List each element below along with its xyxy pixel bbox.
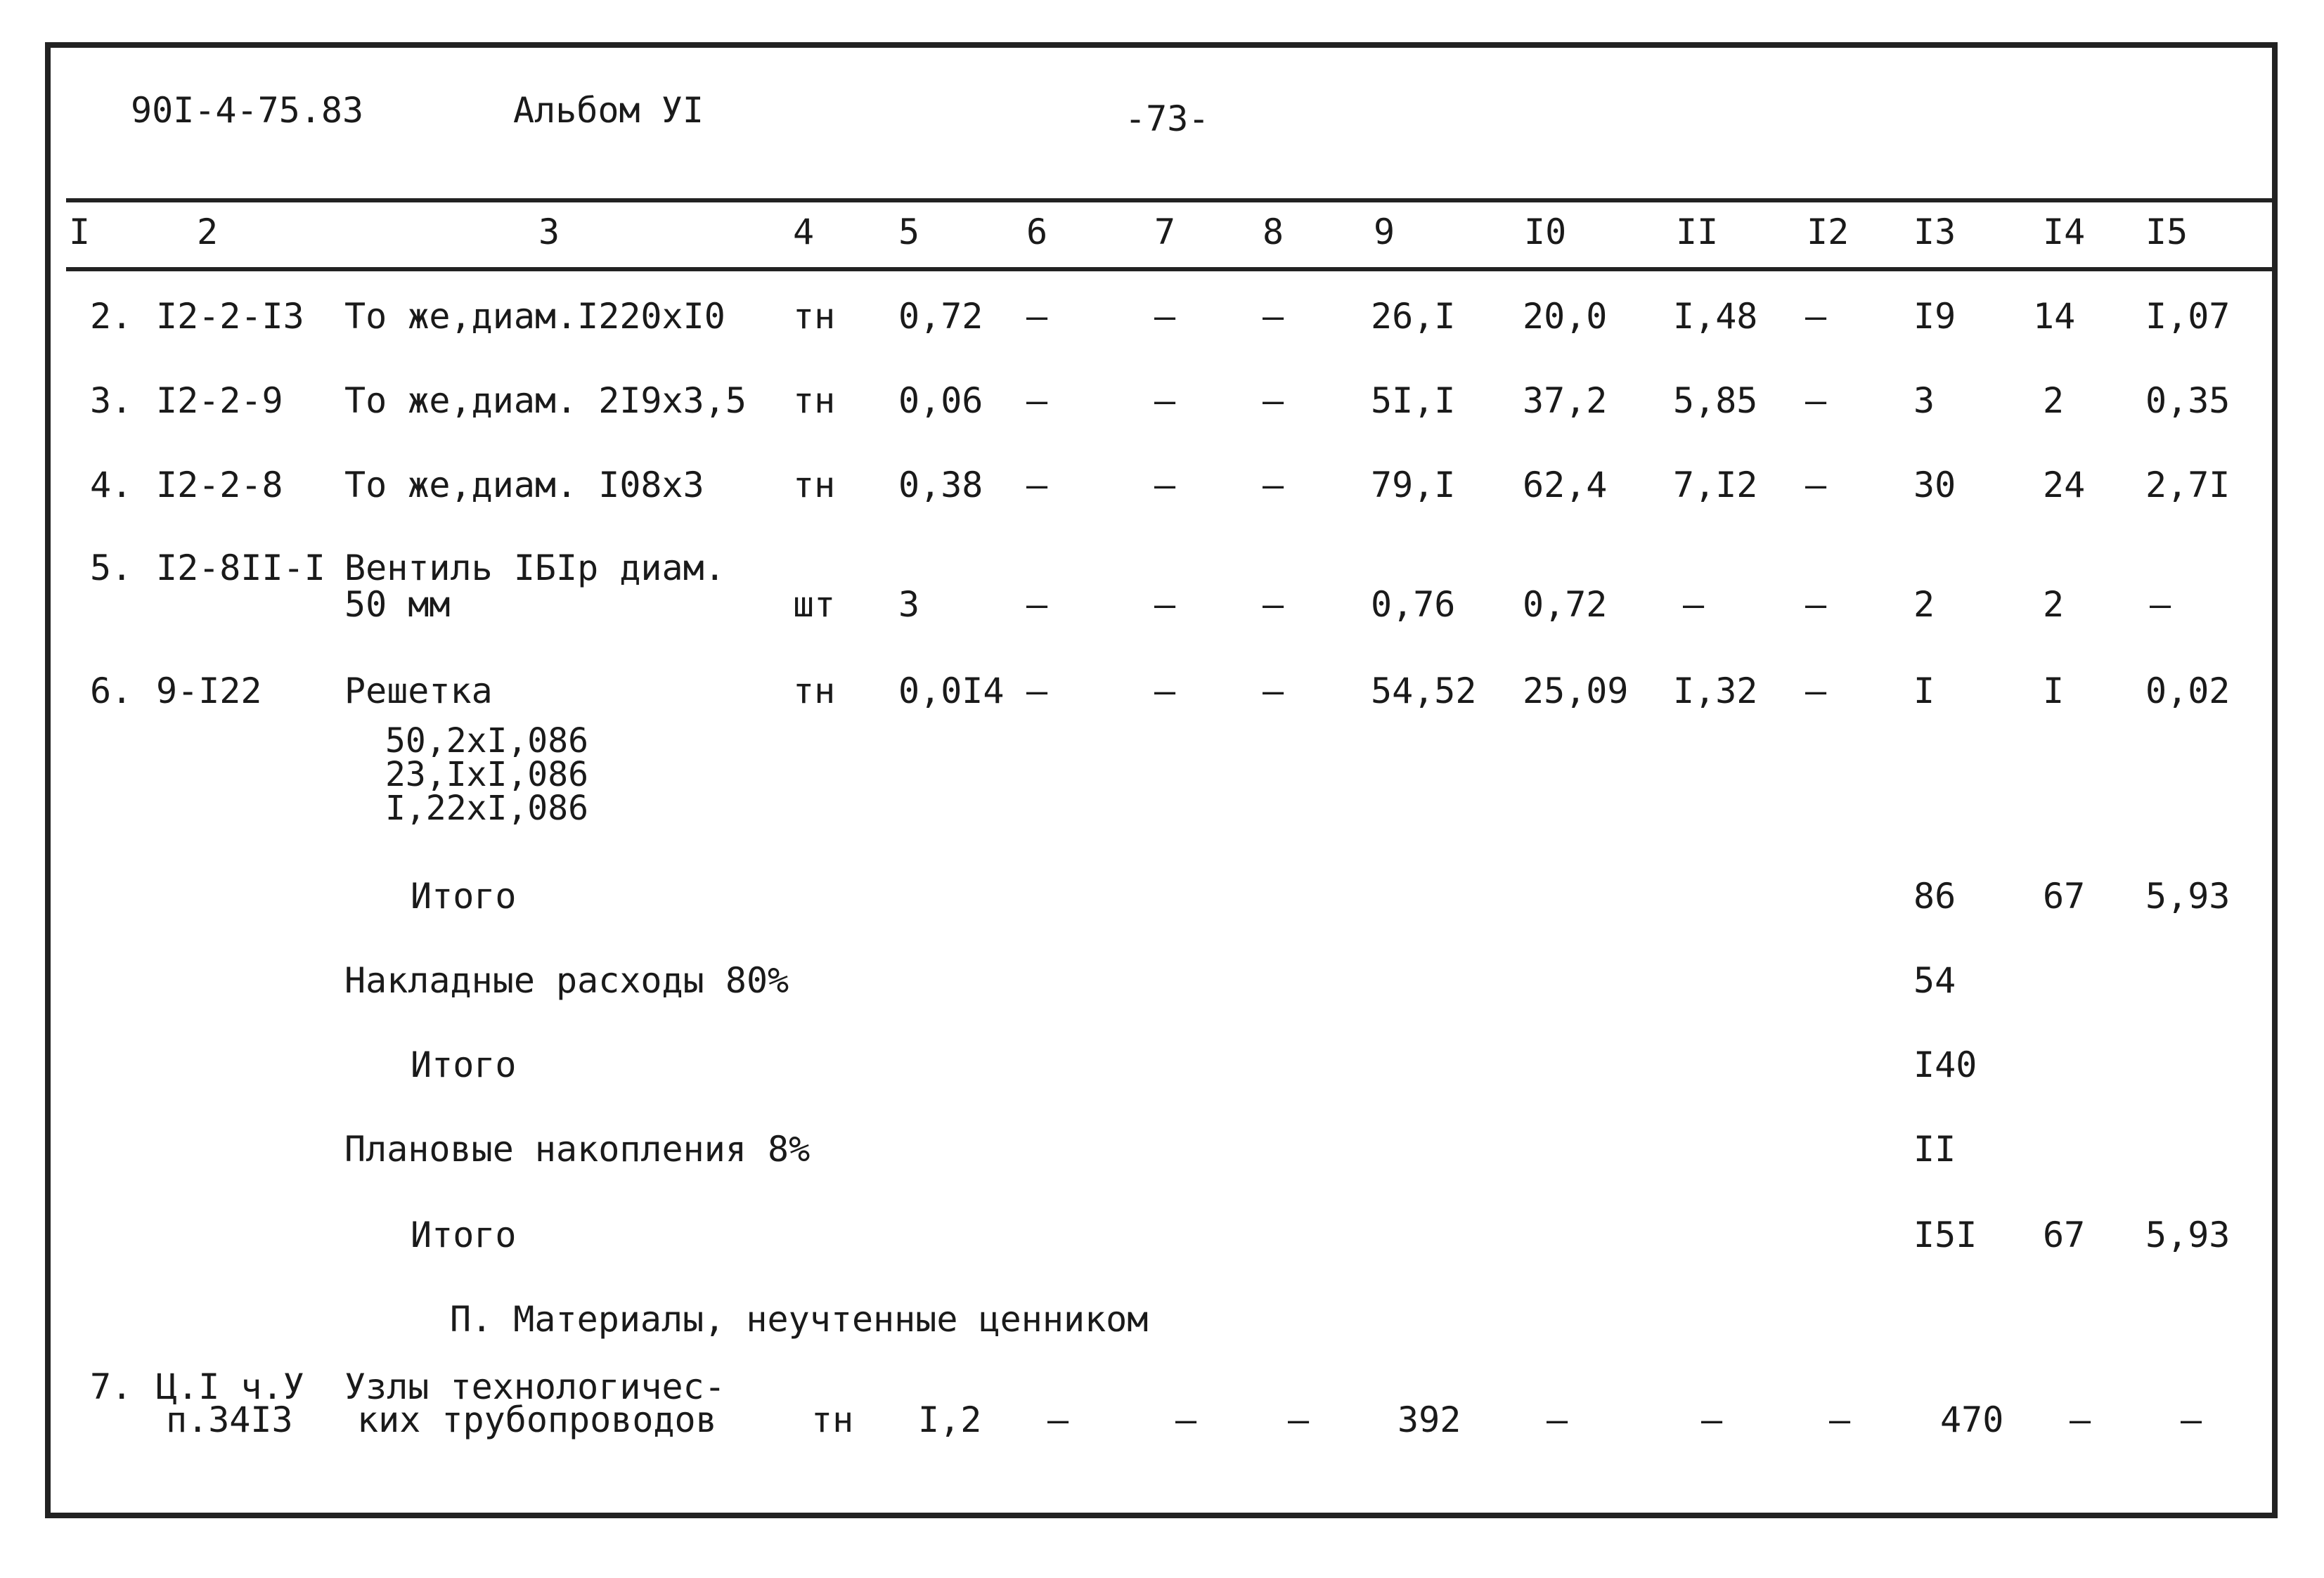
- row-name-cont: 50 мм: [344, 584, 451, 625]
- cell-c13: I: [1913, 671, 1935, 711]
- row-unit: тн: [793, 296, 836, 337]
- cell-c5: 0,38: [898, 465, 983, 505]
- col-num-1: I: [69, 212, 91, 252]
- cell-c6: –: [1026, 380, 1048, 421]
- col-num-14: I4: [2043, 212, 2086, 252]
- row-number: 4.: [90, 465, 133, 505]
- cell-c8: –: [1263, 380, 1284, 421]
- row-unit: тн: [811, 1399, 854, 1440]
- col-num-5: 5: [898, 212, 920, 252]
- cell-c7: –: [1154, 296, 1176, 337]
- row-number: 7.: [90, 1366, 133, 1407]
- row-number: 2.: [90, 296, 133, 337]
- cell-c10: 25,09: [1523, 671, 1629, 711]
- row-code-cont: п.34I3: [166, 1399, 293, 1440]
- cell-c7: –: [1175, 1399, 1197, 1440]
- cell-c9: 5I,I: [1371, 380, 1456, 421]
- cell-c5: 0,0I4: [898, 671, 1005, 711]
- totals-label: Итого: [411, 876, 517, 917]
- col-num-3: 3: [538, 212, 560, 252]
- col-num-4: 4: [793, 212, 815, 252]
- cell-c15: –: [2150, 584, 2171, 625]
- row-name: То же,диам.I220xI0: [344, 296, 725, 337]
- cell-c15: 0,35: [2145, 380, 2231, 421]
- row-code: Ц.I ч.У: [156, 1366, 304, 1407]
- cell-c7: –: [1154, 584, 1176, 625]
- cell-c13: I5I: [1913, 1215, 1977, 1255]
- cell-c11: –: [1683, 584, 1705, 625]
- totals-label: Итого: [411, 1215, 517, 1255]
- cell-c10: 37,2: [1523, 380, 1608, 421]
- totals-label: Плановые накопления 8%: [344, 1129, 811, 1170]
- col-num-6: 6: [1026, 212, 1048, 252]
- page-number: -73-: [1125, 98, 1210, 139]
- cell-c11: 5,85: [1673, 380, 1758, 421]
- col-num-7: 7: [1154, 212, 1176, 252]
- doc-code: 90I-4-75.83: [131, 90, 364, 131]
- col-num-11: II: [1676, 212, 1719, 252]
- cell-c13: 54: [1913, 960, 1956, 1001]
- cell-c8: –: [1263, 584, 1284, 625]
- row-sub-line: I,22xI,086: [385, 789, 588, 828]
- cell-c6: –: [1026, 584, 1048, 625]
- cell-c14: I: [2043, 671, 2065, 711]
- col-num-15: I5: [2145, 212, 2188, 252]
- cell-c13: 30: [1913, 465, 1956, 505]
- cell-c13: 470: [1940, 1399, 2004, 1440]
- cell-c10: 20,0: [1523, 296, 1608, 337]
- page-frame: [45, 42, 2278, 1518]
- cell-c8: –: [1263, 296, 1284, 337]
- cell-c13: 86: [1913, 876, 1956, 917]
- cell-c12: –: [1805, 584, 1827, 625]
- section-title: П. Материалы, неучтенные ценником: [450, 1299, 1149, 1340]
- cell-c14: 2: [2043, 584, 2065, 625]
- cell-c6: –: [1026, 671, 1048, 711]
- cell-c5: 0,06: [898, 380, 983, 421]
- cell-c14: 67: [2043, 1215, 2086, 1255]
- totals-label: Итого: [411, 1045, 517, 1085]
- header-top-rule: [66, 198, 2273, 202]
- cell-c13: I9: [1913, 296, 1956, 337]
- cell-c8: –: [1263, 465, 1284, 505]
- cell-c5: I,2: [918, 1399, 982, 1440]
- header-bottom-rule: [66, 267, 2273, 271]
- album-label: Альбом УI: [513, 90, 704, 131]
- cell-c14: 14: [2033, 296, 2076, 337]
- cell-c14: 24: [2043, 465, 2086, 505]
- row-unit: тн: [793, 465, 836, 505]
- cell-c14: 67: [2043, 876, 2086, 917]
- col-num-12: I2: [1807, 212, 1849, 252]
- cell-c15: I,07: [2145, 296, 2231, 337]
- col-num-2: 2: [197, 212, 219, 252]
- totals-label: Накладные расходы 80%: [344, 960, 789, 1001]
- row-sub-line: 50,2xI,086: [385, 721, 588, 761]
- col-num-9: 9: [1374, 212, 1395, 252]
- cell-c7: –: [1154, 465, 1176, 505]
- row-number: 3.: [90, 380, 133, 421]
- row-name: Узлы технологичес-: [344, 1366, 725, 1407]
- cell-c9: 26,I: [1371, 296, 1456, 337]
- cell-c11: –: [1701, 1399, 1723, 1440]
- row-code: 9-I22: [156, 671, 262, 711]
- cell-c6: –: [1026, 465, 1048, 505]
- row-code: I2-2-9: [156, 380, 283, 421]
- cell-c7: –: [1154, 671, 1176, 711]
- cell-c13: I40: [1913, 1045, 1977, 1085]
- cell-c6: –: [1047, 1399, 1069, 1440]
- row-number: 5.: [90, 548, 133, 588]
- row-code: I2-2-8: [156, 465, 283, 505]
- cell-c15: 5,93: [2145, 876, 2231, 917]
- cell-c12: –: [1805, 465, 1827, 505]
- cell-c15: 0,02: [2145, 671, 2231, 711]
- cell-c15: 2,7I: [2145, 465, 2231, 505]
- cell-c9: 392: [1397, 1399, 1461, 1440]
- row-name: Вентиль IБIр диам.: [344, 548, 725, 588]
- cell-c10: –: [1547, 1399, 1568, 1440]
- cell-c14: –: [2070, 1399, 2091, 1440]
- cell-c8: –: [1263, 671, 1284, 711]
- cell-c10: 0,72: [1523, 584, 1608, 625]
- row-name: То же,диам. 2I9x3,5: [344, 380, 747, 421]
- cell-c5: 0,72: [898, 296, 983, 337]
- row-code: I2-2-I3: [156, 296, 304, 337]
- cell-c11: I,32: [1673, 671, 1758, 711]
- row-name: Решетка: [344, 671, 493, 711]
- cell-c7: –: [1154, 380, 1176, 421]
- row-unit: тн: [793, 671, 836, 711]
- col-num-8: 8: [1263, 212, 1284, 252]
- col-num-10: I0: [1524, 212, 1567, 252]
- cell-c11: I,48: [1673, 296, 1758, 337]
- row-sub-line: 23,IxI,086: [385, 755, 588, 794]
- row-code: I2-8II-I: [156, 548, 325, 588]
- cell-c9: 0,76: [1371, 584, 1456, 625]
- cell-c11: 7,I2: [1673, 465, 1758, 505]
- row-name: То же,диам. I08x3: [344, 465, 704, 505]
- cell-c12: –: [1805, 296, 1827, 337]
- cell-c15: –: [2181, 1399, 2202, 1440]
- cell-c5: 3: [898, 584, 920, 625]
- cell-c15: 5,93: [2145, 1215, 2231, 1255]
- cell-c13: II: [1913, 1129, 1956, 1170]
- row-name-cont: ких трубопроводов: [357, 1399, 717, 1440]
- row-unit: шт: [793, 584, 836, 625]
- row-number: 6.: [90, 671, 133, 711]
- cell-c9: 54,52: [1371, 671, 1477, 711]
- cell-c12: –: [1805, 380, 1827, 421]
- row-unit: тн: [793, 380, 836, 421]
- cell-c13: 2: [1913, 584, 1935, 625]
- cell-c13: 3: [1913, 380, 1935, 421]
- cell-c6: –: [1026, 296, 1048, 337]
- cell-c8: –: [1288, 1399, 1310, 1440]
- cell-c9: 79,I: [1371, 465, 1456, 505]
- cell-c14: 2: [2043, 380, 2065, 421]
- col-num-13: I3: [1913, 212, 1956, 252]
- cell-c12: –: [1805, 671, 1827, 711]
- cell-c10: 62,4: [1523, 465, 1608, 505]
- cell-c12: –: [1829, 1399, 1851, 1440]
